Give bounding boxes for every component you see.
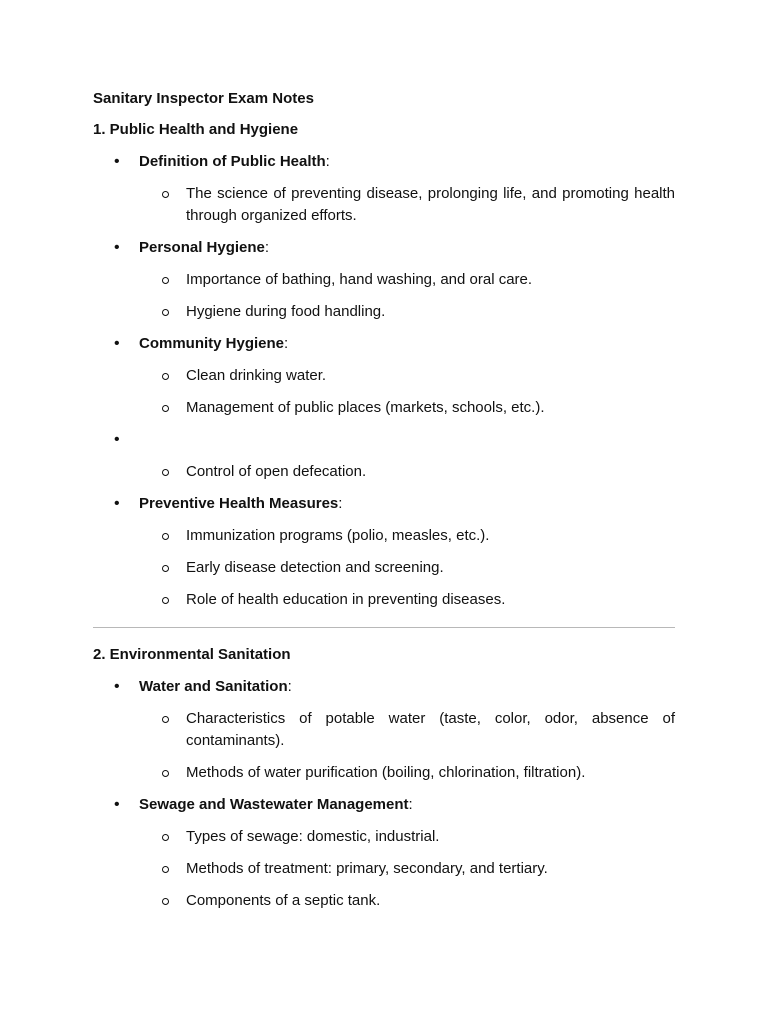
sub-list-item (93, 183, 675, 227)
circle-bullet-icon (162, 469, 169, 476)
circle-bullet-icon (162, 373, 169, 380)
item-term: Personal Hygiene (139, 239, 265, 256)
sub-item-text: Clean drinking water. (186, 367, 327, 384)
sub-list-item (93, 858, 675, 880)
list-item (93, 151, 675, 173)
sub-item-text: The science of preventing disease, prolonging life, and promoting health through organized efforts. (186, 185, 675, 224)
item-suffix: : (338, 495, 343, 512)
item-term: Definition of Public Health (139, 153, 326, 170)
sub-list-item (93, 365, 675, 387)
bullet-icon: • (114, 153, 120, 170)
section-heading: 1. Public Health and Hygiene (93, 121, 299, 138)
sub-list-item (93, 397, 675, 419)
sub-item-text: Hygiene during food handling. (186, 303, 386, 320)
section-heading: 2. Environmental Sanitation (93, 646, 291, 663)
sub-item-text: Methods of treatment: primary, secondary, and tertiary. (186, 860, 548, 877)
sub-list-item (93, 708, 675, 752)
circle-bullet-icon (162, 309, 169, 316)
circle-bullet-icon (162, 834, 169, 841)
sub-item-text: Characteristics of potable water (taste, color, odor, absence of contaminants). (186, 710, 675, 749)
sub-item-text: Early disease detection and screening. (186, 559, 444, 576)
circle-bullet-icon (162, 565, 169, 572)
list-item (93, 429, 675, 451)
item-term: Preventive Health Measures (139, 495, 339, 512)
bullet-icon: • (114, 335, 120, 352)
sub-list-item (93, 301, 675, 323)
list-item (93, 676, 675, 698)
sub-item-text: Components of a septic tank. (186, 892, 381, 909)
document-title: Sanitary Inspector Exam Notes (93, 90, 314, 107)
circle-bullet-icon (162, 405, 169, 412)
sub-item-text: Types of sewage: domestic, industrial. (186, 828, 440, 845)
bullet-icon: • (114, 796, 120, 813)
list-item (93, 794, 675, 816)
list-item (93, 493, 675, 515)
sub-list-item (93, 269, 675, 291)
sub-list-item (93, 461, 675, 483)
section-public-health (93, 119, 675, 611)
circle-bullet-icon (162, 533, 169, 540)
circle-bullet-icon (162, 898, 169, 905)
item-suffix: : (284, 335, 289, 352)
item-suffix: : (325, 153, 330, 170)
bullet-icon: • (114, 431, 120, 448)
sub-item-text: Methods of water purification (boiling, chlorination, filtration). (186, 764, 586, 781)
circle-bullet-icon (162, 597, 169, 604)
circle-bullet-icon (162, 277, 169, 284)
item-suffix: : (408, 796, 413, 813)
item-term: Water and Sanitation (139, 678, 288, 695)
list-item (93, 237, 675, 259)
sub-list-item (93, 525, 675, 547)
item-suffix: : (287, 678, 292, 695)
item-suffix: : (264, 239, 270, 256)
sub-item-text: Role of health education in preventing diseases. (186, 591, 506, 608)
section-environmental-sanitation (93, 644, 675, 912)
circle-bullet-icon (162, 716, 169, 723)
sub-list-item (93, 589, 675, 611)
document-page (93, 88, 675, 922)
item-term: Community Hygiene (139, 335, 285, 352)
bullet-icon: • (114, 678, 120, 695)
item-term: Sewage and Wastewater Management (139, 796, 409, 813)
sub-item-text: Importance of bathing, hand washing, and oral care. (186, 271, 533, 288)
circle-bullet-icon (162, 770, 169, 777)
list-item (93, 333, 675, 355)
circle-bullet-icon (162, 191, 169, 198)
sub-item-text: Immunization programs (polio, measles, etc.). (186, 527, 490, 544)
sub-list-item (93, 557, 675, 579)
sub-item-text: Management of public places (markets, schools, etc.). (186, 399, 545, 416)
horizontal-divider (93, 627, 675, 628)
sub-list-item (93, 826, 675, 848)
sub-list-item (93, 762, 675, 784)
sub-list-item (93, 890, 675, 912)
bullet-icon: • (114, 495, 120, 512)
bullet-icon: • (114, 239, 120, 256)
circle-bullet-icon (162, 866, 169, 873)
sub-item-text: Control of open defecation. (186, 463, 367, 480)
